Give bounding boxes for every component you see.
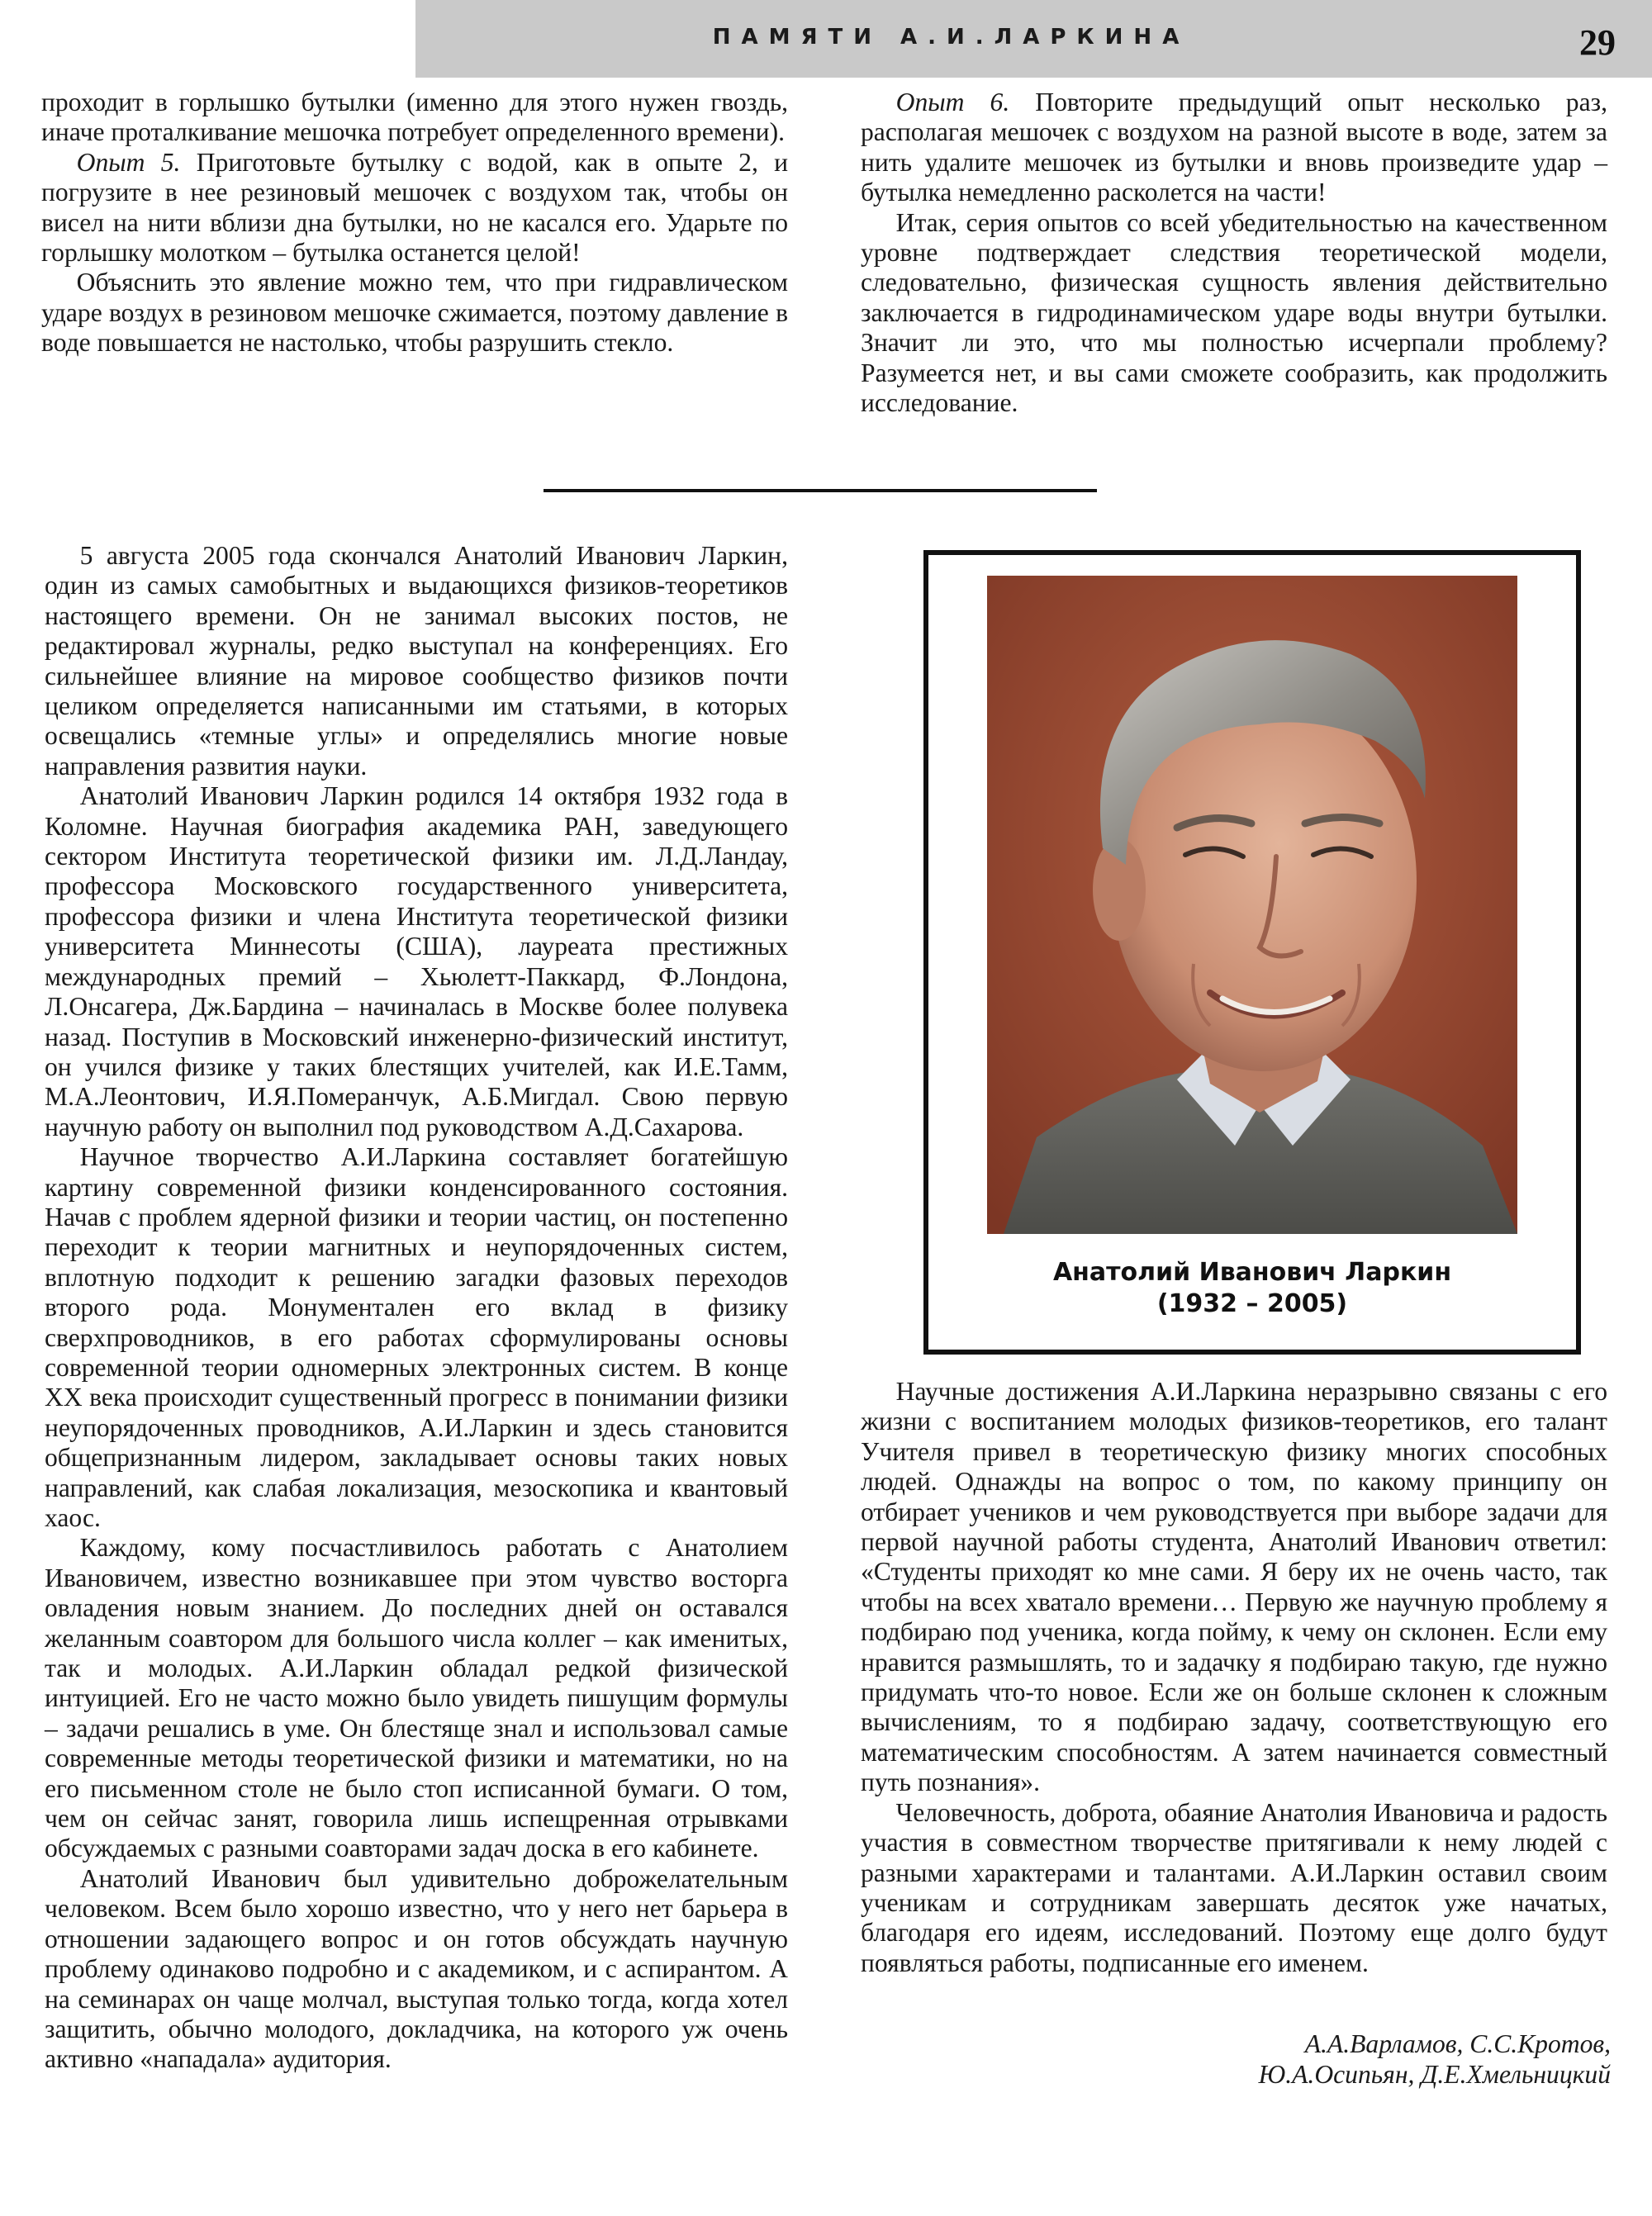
caption-name: Анатолий Иванович Ларкин xyxy=(1052,1258,1452,1287)
page-number: 29 xyxy=(1579,22,1616,63)
paragraph: Анатолий Иванович Ларкин родился 14 октября 1932 года в Коломне. Научная биография академика РАН, заведующего сектором Института теоретической физики им. Л.Д.Ландау, профессора Московского государственного университета, профессора физики и члена Института теоретической физики университета Миннесоты (США), лауреата престижных международных премий – Хьюлетт-Паккард, Ф.Лондона, Л.Онсагера, Дж.Бардина – начиналась в Москве более полувека назад. Поступив в Московский инженерно-физический институт, он учился физике у таких блестящих учителей, как И.Е.Тамм, М.А.Леонтович, И.Я.Померанчук, А.Б.Мигдал. Свою первую научную работу он выполнил под руководством А.Д.Сахарова. xyxy=(45,781,788,1141)
caption-years: (1932 – 2005) xyxy=(1156,1289,1348,1318)
obituary-right-column xyxy=(861,1377,1607,1978)
continued-article-right-column xyxy=(861,88,1607,418)
running-header xyxy=(415,0,1652,78)
paragraph: Опыт 6. Повторите предыдущий опыт несколько раз, располагая мешочек с воздухом на разной высоте в воде, затем за нить удалите мешочек из бутылки и вновь произведите удар – бутылка немедленно расколется на части! xyxy=(861,88,1607,207)
paragraph: 5 августа 2005 года скончался Анатолий Иванович Ларкин, один из самых самобытных и выдающихся физиков-теоретиков настоящего времени. Он не занимал высоких постов, не редактировал журналы, редко выступал на конференциях. Его сильнейшее влияние на мировое сообщество физиков почти целиком определяется написанными им статьями, в которых освещались «темные углы» и определялись многие новые направления развития науки. xyxy=(45,541,788,781)
paragraph: Каждому, кому посчастливилось работать с Анатолием Ивановичем, известно возникавшее при этом чувство восторга овладения новым знанием. До последних дней он оставался желанным соавтором для большого числа коллег – как именитых, так и молодых. А.И.Ларкин обладал редкой физической интуицией. Его не часто можно было увидеть пишущим формулы – задачи решались в уме. Он блестяще знал и использовал самые современные методы теоретической физики и математики, но на его письменном столе не было стоп исписанной бумаги. О том, чем он сейчас занят, говорила лишь испещренная отрывками обсуждаемых с разными соавторами задач доска в его кабинете. xyxy=(45,1533,788,1863)
experiment-label: Опыт 6. xyxy=(895,88,1010,116)
photo-caption xyxy=(928,1257,1576,1320)
paragraph: Научные достижения А.И.Ларкина неразрывно связаны с его жизни с воспитанием молодых физиков-теоретиков, его талант Учителя привел в теоретическую физику многих способных людей. Однажды на вопрос о том, по какому принципу он отбирает учеников и чем руководствуется при выборе задачи для первой научной работы студента, Анатолий Иванович ответил: «Студенты приходят ко мне сами. Я беру их не очень часто, так чтобы на всех хватало времени… Первую же научную проблему я подбираю под ученика, когда пойму, к чему он склонен. Если ему нравится размышлять, то и задачку я подбираю такую, где нужно придумать что-то новое. Если же он больше склонен к сложным вычислениям, то я подбираю задачу, соответствующую его математическим способностям. А затем начинается совместный путь познания». xyxy=(861,1377,1607,1797)
authors-line-2: Ю.А.Осипьян, Д.Е.Хмельницкий xyxy=(1258,2060,1611,2089)
section-divider xyxy=(544,489,1097,492)
experiment-label: Опыт 5. xyxy=(76,147,181,177)
obituary-left-column xyxy=(45,541,788,2075)
continued-article-left-column xyxy=(41,88,788,358)
portrait-illustration xyxy=(987,576,1517,1234)
portrait-frame xyxy=(923,550,1581,1355)
paragraph: проходит в горлышко бутылки (именно для этого нужен гвоздь, иначе проталкивание мешочка потребует определенного времени). xyxy=(41,88,788,147)
authors-signature xyxy=(1259,2029,1611,2090)
paragraph: Научное творчество А.И.Ларкина составляет богатейшую картину современной физики конденсированного состояния. Начав с проблем ядерной физики и теории частиц, он постепенно переходит к теории магнитных и неупорядоченных систем, вплотную подходит к решению загадки фазовых переходов второго рода. Монументален его вклад в физику сверхпроводников, в его работах сформулированы основы современной теории одномерных электронных систем. В конце XX века происходит существенный прогресс в понимании физики неупорядоченных проводников, А.И.Ларкин и здесь становится общепризнанным лидером, закладывает основы таких новых направлений, как слабая локализация, мезоскопика и квантовый хаос. xyxy=(45,1142,788,1532)
portrait-photo xyxy=(987,576,1517,1234)
paragraph: Итак, серия опытов со всей убедительностью на качественном уровне подтверждает следствия теоретической модели, следовательно, физическая сущность явления действительно заключается в гидродинамическом ударе воды внутри бутылки. Значит ли это, что мы полностью исчерпали проблему? Разумеется нет, и вы сами сможете сообразить, как продолжить исследование. xyxy=(861,207,1607,418)
paragraph: Человечность, доброта, обаяние Анатолия Ивановича и радость участия в совместном творчестве притягивали к нему людей с разными характерами и талантами. А.И.Ларкин оставил своим ученикам и сотрудникам завершать десяток уже начатых, благодаря его идеям, исследований. Поэтому еще долго будут появляться работы, подписанные его именем. xyxy=(861,1797,1607,1977)
paragraph: Анатолий Иванович был удивительно доброжелательным человеком. Всем было хорошо известно, что у него нет барьера в отношении задающего вопрос и он готов обсуждать научную проблему одинаково подробно и с академиком, и с аспирантом. А на семинарах он чаще молчал, выступая только тогда, когда хотел защитить, обычно молодого, докладчика, на которого уж очень активно «нападала» аудитория. xyxy=(45,1863,788,2074)
paragraph: Объяснить это явление можно тем, что при гидравлическом ударе воздух в резиновом мешочке сжимается, поэтому давление в воде повышается не настолько, чтобы разрушить стекло. xyxy=(41,268,788,358)
section-title: ПАМЯТИ А.И.ЛАРКИНА xyxy=(712,25,1190,50)
paragraph: Опыт 5. Приготовьте бутылку с водой, как в опыте 2, и погрузите в нее резиновый мешочек с воздухом так, чтобы он висел на нити вблизи дна бутылки, но не касался его. Ударьте по горлышку молотком – бутылка останется целой! xyxy=(41,147,789,268)
authors-line-1: А.А.Варламов, С.С.Кротов, xyxy=(1304,2029,1611,2058)
